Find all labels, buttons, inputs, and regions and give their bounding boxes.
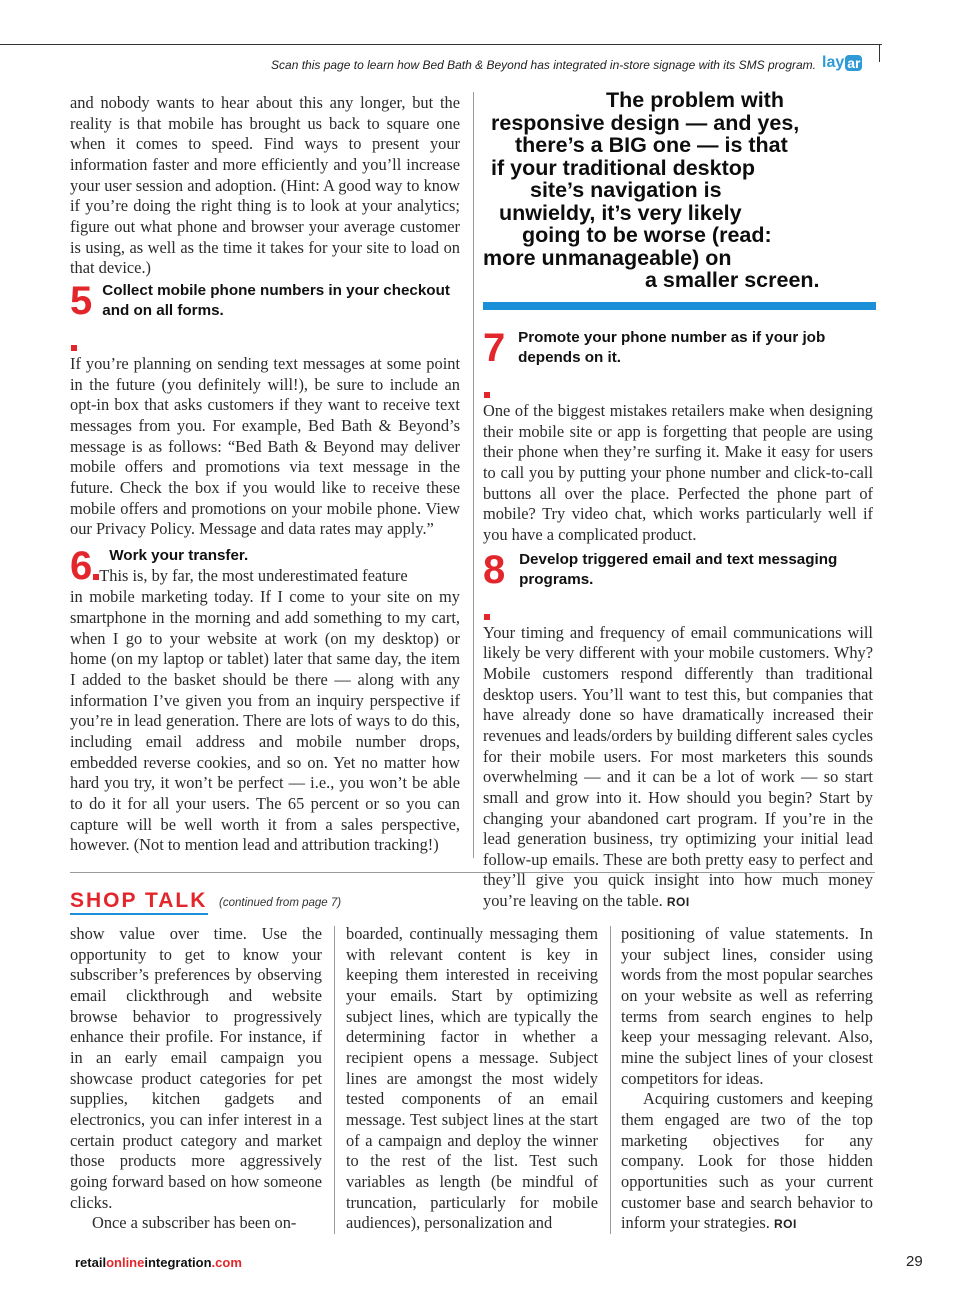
pull-quote-line: going to be worse (read: xyxy=(522,223,772,247)
pull-quote-line: if your traditional desktop xyxy=(491,155,755,180)
bullet-square-icon xyxy=(71,345,77,351)
pull-quote-line: site’s navigation is xyxy=(530,178,722,202)
column-divider xyxy=(610,926,611,1234)
top-rule-tick xyxy=(879,44,880,62)
section-8-title: Develop triggered email and text messaging programs. xyxy=(519,550,838,588)
pull-quote-line: The problem with xyxy=(606,88,784,112)
shop-talk-paragraph: show value over time. Use the opportunity to get to know your subscriber’s preferences by observing email clickthrough and website browse behavior to progressively enhance their profile. For instance, if in an early email campaign you showcase product categories for pet supplies, kitchen gadgets and electronics, you can infer interest in a certain product category and market those products more aggressively going forward based on how someone clicks. xyxy=(70,924,322,1212)
shop-talk-paragraph: Once a subscriber has been on- xyxy=(92,1213,297,1233)
section-7-body: One of the biggest mistakes retailers make when designing their mobile site or app is forgetting that people are using their phone when they’re surfing it. Make it easy for users to call you by putting your phone number and click-to-call buttons all over the place. Perfected the phone part of mobile? Try video chat, which works particularly well if you have a complicated product. xyxy=(483,401,873,544)
section-rule xyxy=(70,872,875,873)
section-7-title: Promote your phone number as if your job depends on it. xyxy=(518,329,826,366)
section-5-body: If you’re planning on sending text messages at some point in the future (you definitely will!), be sure to include an opt-in box that asks customers if they want to receive text messages from you. For example, Bed Bath & Beyond’s message is as follows: “Bed Bath & Beyond may deliver mobile offers and promotions via text message in the future. Check the box if you would like to receive these mobile offers and promotions on your mobile phone. View our Privacy Policy. Message and data rates may apply.” xyxy=(70,353,460,539)
shop-talk-title: SHOP TALK xyxy=(70,889,208,912)
column-divider xyxy=(334,926,335,1234)
section-7-number: 7 xyxy=(483,330,508,402)
page-number: 29 xyxy=(906,1253,923,1270)
pull-quote-line: more unmanageable) on xyxy=(483,245,732,270)
pull-quote-bar xyxy=(483,302,876,310)
pull-quote-line: a smaller screen. xyxy=(645,268,820,292)
shop-talk-underline xyxy=(70,913,208,915)
column-divider xyxy=(473,92,474,858)
pull-quote-line: there’s a BIG one — is that xyxy=(515,133,788,157)
section-6-title: Work your transfer. xyxy=(109,546,249,564)
section-7-heading xyxy=(483,328,873,400)
shop-talk-paragraph: boarded, continually messaging them with relevant content is key in keeping them interested in receiving your emails. Start by optimizing subject lines, which are typically the determining factor in whether a recipient opens a message. Subject lines are amongst the most widely tested components of an email message. Test subject lines at the start of a campaign and deploy the winner to the rest of the list. Test such variables as length (be mindful of truncation, particularly for mobile audiences), personalization and xyxy=(346,924,598,1233)
layar-logo[interactable] xyxy=(822,55,862,71)
section-8-body: Your timing and frequency of email communications will likely be very different with your mobile customers. Why? Mobile customers respond differently than traditional desktop users. You’ll want to test this, but companies that have already done so have dramatically increased their revenues and leads/orders by building different sales cycles for their mobile users. For most marketers this sounds overwhelming — and it can be a lot of work — so start small and grow into it. How should you begin? Start by changing your abandoned cart program. If you’re in the lead generation business, try optimizing your initial lead follow-up emails. These are both pretty easy to perfect and they’ll give you quick insight into how much money you’re leaving on the table. ROI xyxy=(483,622,873,911)
continued-note: (continued from page 7) xyxy=(219,897,342,909)
bullet-square-icon xyxy=(484,392,490,398)
shop-talk-paragraph: positioning of value statements. In your subject lines, consider using words from the most popular searches on your website as well as referring terms from search engines to help keep your messaging relevant. Also, mine the subject lines of your closest competitors for ideas. xyxy=(621,924,873,1088)
pull-quote-line: responsive design — and yes, xyxy=(491,110,800,135)
shop-talk-column-1 xyxy=(70,924,322,1234)
section-6-number: 6 xyxy=(70,548,99,584)
pull-quote xyxy=(483,89,876,292)
scan-instruction: Scan this page to learn how Bed Bath & Beyond has integrated in-store signage with its SMS program. xyxy=(271,58,816,72)
left-column xyxy=(70,93,460,856)
shop-talk-column-2 xyxy=(346,924,598,1234)
layar-logo-lay: lay xyxy=(822,54,845,71)
section-5-number: 5 xyxy=(70,283,92,355)
shop-talk-paragraph: Acquiring customers and keeping them engaged are two of the top marketing objectives for any company. Look for those hidden opportunities such as your current customer base and search behavior to inform your strategies. ROI xyxy=(621,1089,873,1233)
section-6-heading xyxy=(70,543,460,588)
section-5-heading xyxy=(70,278,460,353)
roi-end-mark: ROI xyxy=(666,895,690,910)
shop-talk-column-3 xyxy=(621,924,873,1235)
right-column xyxy=(483,326,873,913)
section-6-lead: This is, by far, the most underestimated feature xyxy=(99,565,408,585)
section-6-body: in mobile marketing today. If I come to your site on my smartphone in the morning and add something to my cart, when I go to your website at work (on my desktop) or home (on my laptop or tablet) later that same day, the item I added to the basket should be there — along with any information I’ve given you from an inquiry perspective if you’re in lead generation. There are lots of ways to do this, including email address and mobile number drops, embedded reverse cookies, and so on. Yet no matter how hard you try, it won’t be perfect — i.e., you won’t be able to do it for all your users. The 65 percent or so you can capture will be well worth it from a sales perspective, however. (Not to mention lead and attribution tracking!) xyxy=(70,587,460,855)
footer-website[interactable]: retailonlineintegration.com xyxy=(75,1255,242,1270)
layar-logo-ar: ar xyxy=(847,55,861,71)
roi-end-mark: ROI xyxy=(773,1217,797,1232)
section-8-heading xyxy=(483,547,873,622)
top-rule xyxy=(0,44,882,45)
section-8-number: 8 xyxy=(483,552,509,624)
pull-quote-line: unwieldy, it’s very likely xyxy=(499,200,742,225)
section-5-title: Collect mobile phone numbers in your checkout and on all forms. xyxy=(102,281,450,319)
bullet-square-icon xyxy=(93,574,99,580)
bullet-square-icon xyxy=(484,614,490,620)
intro-paragraph: and nobody wants to hear about this any longer, but the reality is that mobile has brought us back to square one when it comes to speed. Find ways to present your information faster and more efficiently and you’ll increase your user session and adoption. (Hint: A good way to know if you’re doing the right thing is to look at your analytics; figure out what phone and browser your average customer is using, as well as the time it takes for your site to load on that device.) xyxy=(70,93,460,278)
